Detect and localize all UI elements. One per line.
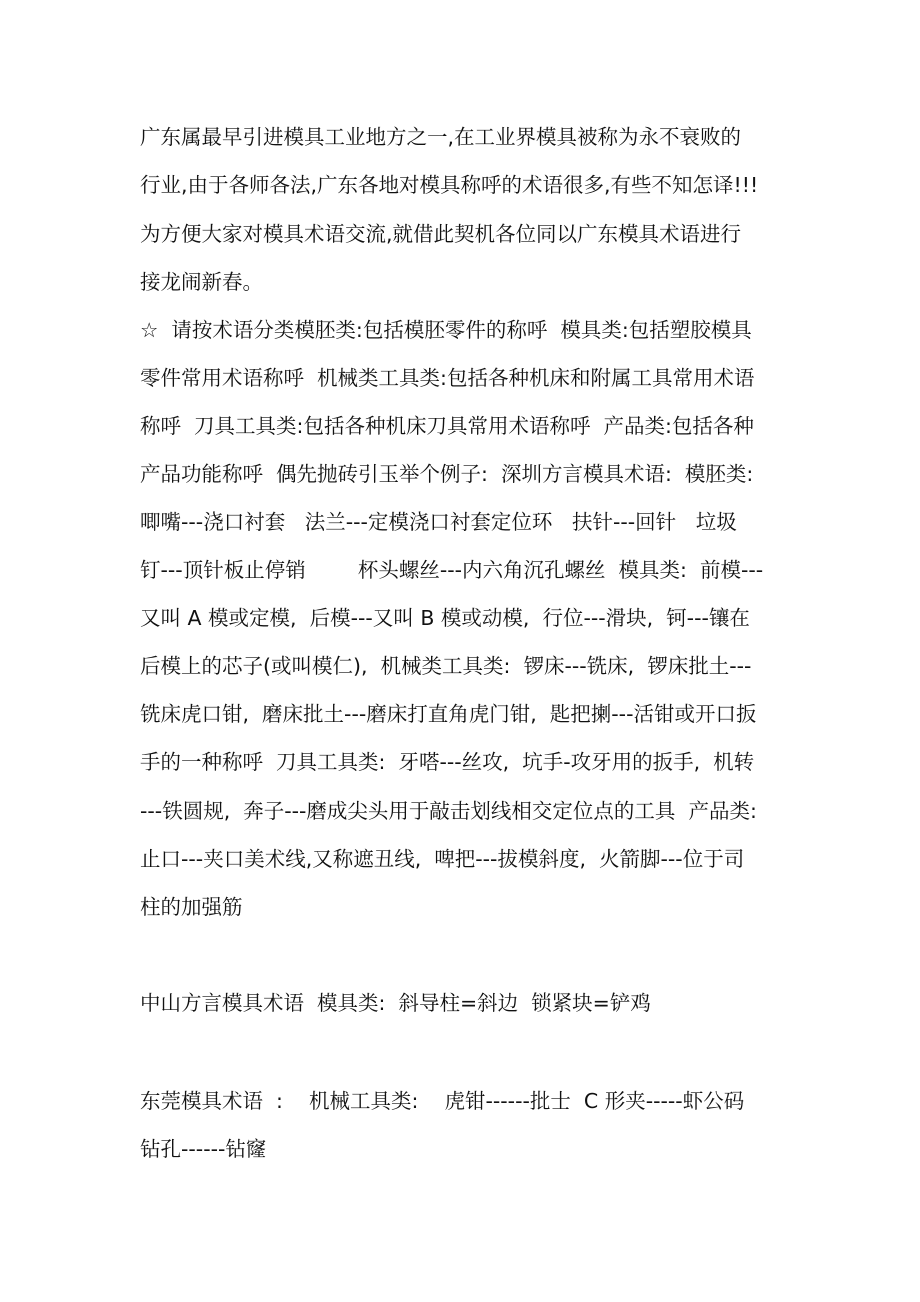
paragraph-line: 唧嘴---浇口衬套 法兰---定模浇口衬套定位环 扶针---回针 垃圾 (140, 510, 737, 534)
paragraph-line: 东莞模具术语 : 机械工具类: 虎钳------批士 C 形夹-----虾公码 (140, 1089, 745, 1113)
paragraph-line: 铣床虎口钳, 磨床批土---磨床打直角虎门钳, 匙把揦---活钳或开口扳 (140, 702, 757, 726)
paragraph-line: 产品功能称呼 偶先抛砖引玉举个例子: 深圳方言模具术语: 模胚类: (140, 462, 754, 486)
paragraph-line: 称呼 刀具工具类:包括各种机床刀具常用术语称呼 产品类:包括各种 (140, 414, 754, 438)
paragraph-line: 手的一种称呼 刀具工具类: 牙嗒---丝攻, 坑手-攻牙用的扳手, 机转 (140, 750, 755, 774)
paragraph-line: ---铁圆规, 奔子---磨成尖头用于敲击划线相交定位点的工具 产品类: (140, 799, 757, 823)
paragraph-line: 后模上的芯子(或叫模仁), 机械类工具类: 锣床---铣床, 锣床批土--- (140, 654, 752, 678)
paragraph-line: 行业,由于各师各法,广东各地对模具称呼的术语很多,有些不知怎译!!! (140, 173, 759, 197)
paragraph-line: 止口---夹口美术线,又称遮丑线, 啤把---拔模斜度, 火箭脚---位于司 (140, 847, 745, 871)
paragraph-line: 柱的加强筋 (140, 895, 243, 919)
paragraph-line: 又叫 A 模或定模, 后模---又叫 B 模或动模, 行位---滑块, 钶---镶在 (140, 606, 750, 630)
paragraph-line: 钻孔------钻窿 (140, 1137, 267, 1161)
paragraph-line: ☆ 请按术语分类模胚类:包括模胚零件的称呼 模具类:包括塑胶模具 (140, 318, 752, 342)
paragraph-line: 零件常用术语称呼 机械类工具类:包括各种机床和附属工具常用术语 (140, 366, 755, 390)
paragraph-line: 接龙闹新春。 (140, 270, 263, 294)
paragraph-line: 中山方言模具术语 模具类: 斜导柱=斜边 锁紧块=铲鸡 (140, 991, 651, 1015)
paragraph-line: 为方便大家对模具术语交流,就借此契机各位同以广东模具术语进行 (140, 222, 742, 246)
paragraph-line: 钉---顶针板止停销 杯头螺丝---内六角沉孔螺丝 模具类: 前模--- (140, 558, 764, 582)
paragraph-line: 广东属最早引进模具工业地方之一,在工业界模具被称为永不衰败的 (140, 125, 742, 149)
